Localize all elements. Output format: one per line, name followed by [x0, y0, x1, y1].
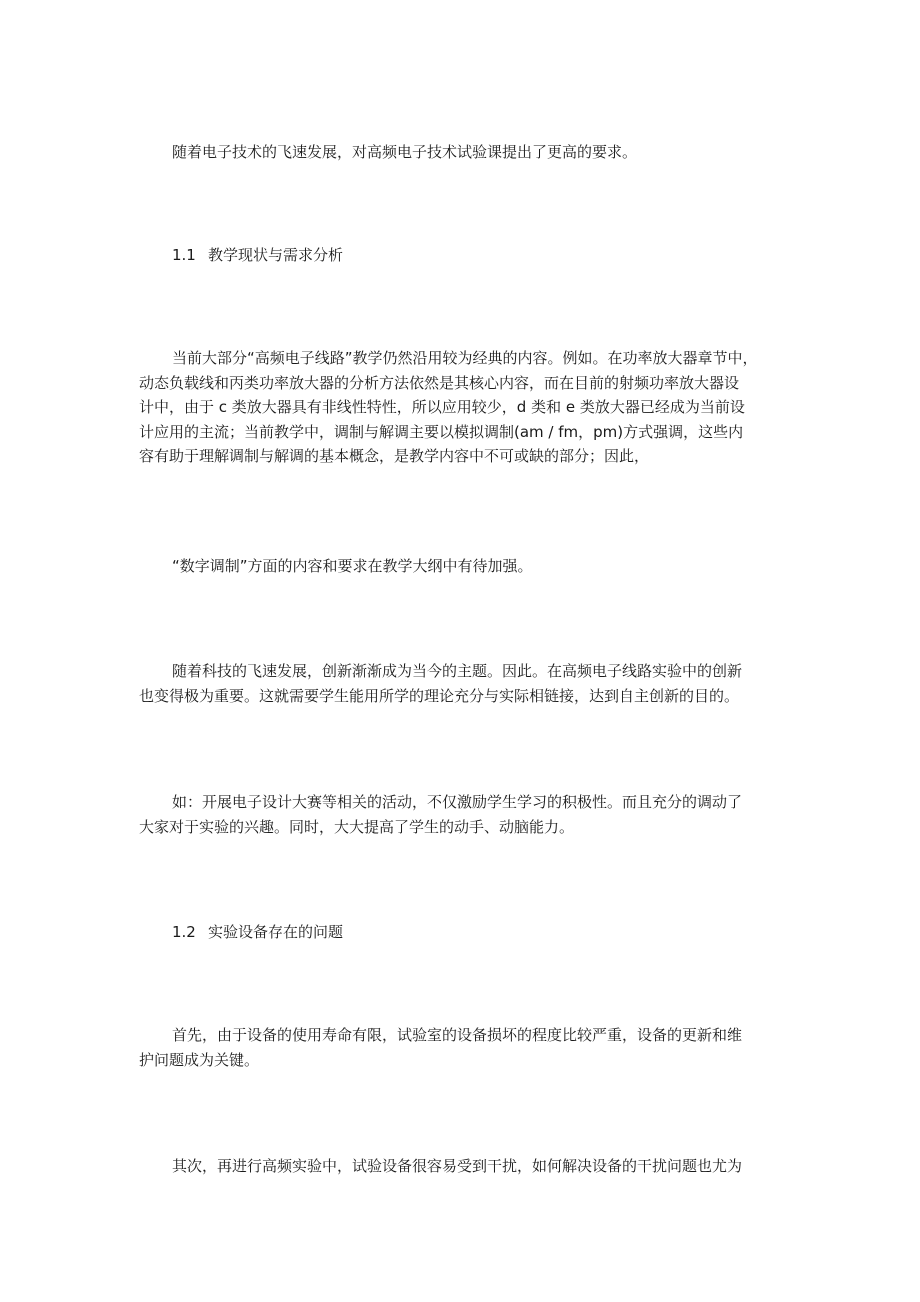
- paragraph-intro: [139, 140, 793, 165]
- paragraph-line: 计中，由于 c 类放大器具有非线性特性，所以应用较少，d 类和 e 类放大器已经成为当前设: [139, 398, 745, 416]
- paragraph-digital-modulation: [139, 554, 793, 579]
- paragraph-line: “数字调制”方面的内容和要求在教学大纲中有待加强。: [172, 557, 533, 575]
- paragraph-line: 其次，再进行高频实验中，试验设备很容易受到干扰，如何解决设备的干扰问题也尤为: [172, 1157, 743, 1175]
- paragraph-line: 当前大部分“高频电子线路”教学仍然沿用较为经典的内容。例如。在功率放大器章节中，: [172, 349, 758, 367]
- paragraph-line: 如：开展电子设计大赛等相关的活动，不仅激励学生学习的积极性。而且充分的调动了: [172, 793, 743, 811]
- paragraph-line: 首先，由于设备的使用寿命有限，试验室的设备损坏的程度比较严重，设备的更新和维: [172, 1026, 743, 1044]
- paragraph-teaching-status: [139, 346, 793, 469]
- section-heading-1-1: [172, 243, 343, 267]
- paragraph-line: 计应用的主流；当前教学中，调制与解调主要以模拟调制(am / fm，pm)方式强调，这些内: [139, 422, 744, 441]
- paragraph-line: 动态负载线和丙类功率放大器的分析方法依然是其核心内容，而在目前的射频功率放大器设: [139, 373, 740, 392]
- paragraph-competition: [139, 790, 793, 839]
- paragraph-interference: [139, 1154, 793, 1179]
- section-number: 1.1: [172, 246, 196, 264]
- paragraph-innovation: [139, 659, 793, 708]
- paragraph-line: 护问题成为关键。: [139, 1050, 260, 1069]
- paragraph-line: 大家对于实验的兴趣。同时，大大提高了学生的动手、动脑能力。: [139, 817, 575, 836]
- paragraph-line: 随着科技的飞速发展，创新渐渐成为当今的主题。因此。在高频电子线路实验中的创新: [172, 662, 743, 680]
- section-heading-1-2: [172, 920, 343, 944]
- section-title: 教学现状与需求分析: [208, 246, 344, 264]
- paragraph-equipment-lifetime: [139, 1023, 793, 1072]
- paragraph-line: 随着电子技术的飞速发展，对高频电子技术试验课提出了更高的要求。: [172, 143, 638, 161]
- paragraph-line: 也变得极为重要。这就需要学生能用所学的理论充分与实际相链接，达到自主创新的目的。: [139, 686, 740, 705]
- paragraph-line: 容有助于理解调制与解调的基本概念，是教学内容中不可或缺的部分；因此，: [139, 447, 650, 465]
- section-title: 实验设备存在的问题: [208, 923, 344, 941]
- section-number: 1.2: [172, 923, 196, 941]
